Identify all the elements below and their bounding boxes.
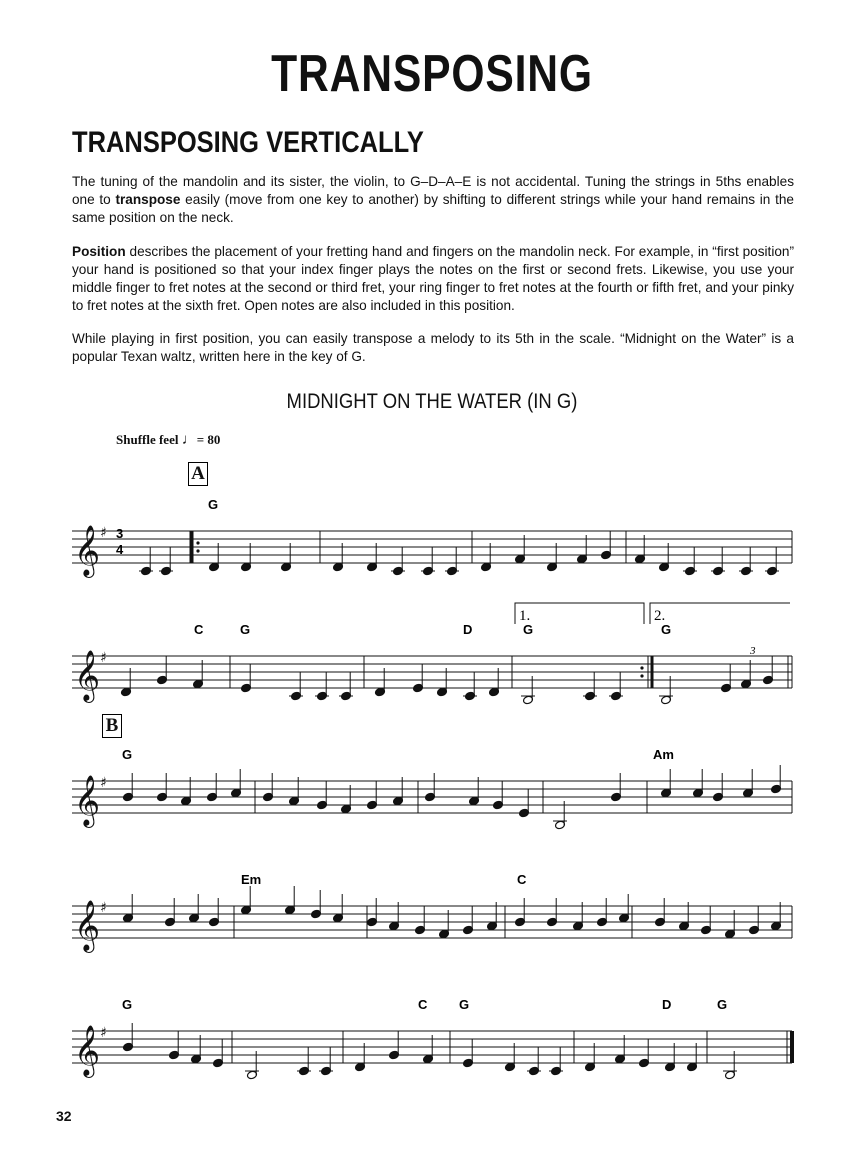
chord-symbol: G [122,997,133,1012]
sharp-icon: ♯ [100,1025,107,1041]
song-title: MIDNIGHT ON THE WATER (IN G) [286,390,578,413]
time-signature-top: 3 [116,526,124,541]
chord-symbol: G [122,747,133,762]
transpose-term: transpose [115,192,181,207]
paragraph-tuning: The tuning of the mandolin and its sister, the violin, to G–D–A–E is not accidental. Tuning the strings in 5ths enables one to transpose easily (move from one key to another) by shifting to different strings while your hand remains in the same position on the neck. [72,174,794,225]
tempo-marking: Shuffle feel ♩= 80 [116,432,221,448]
chord-symbol: G [717,997,728,1012]
repeat-dot [640,666,643,669]
rehearsal-mark-a: A [188,462,208,486]
treble-clef-icon: 𝄞 [74,775,101,826]
chord-symbol: Am [653,747,674,762]
page-title: TRANSPOSING [271,45,593,103]
repeat-dot [196,541,199,544]
sharp-icon: ♯ [100,650,107,666]
chord-symbol: G [459,997,470,1012]
section-title: TRANSPOSING VERTICALLY [72,126,424,159]
chord-symbol: Em [241,872,262,887]
sharp-icon: ♯ [100,775,107,791]
repeat-dot [640,674,643,677]
chord-symbol: C [418,997,428,1012]
chord-symbol: C [194,622,204,637]
treble-clef-icon: 𝄞 [74,900,101,951]
sharp-icon: ♯ [100,525,107,541]
treble-clef-icon: 𝄞 [74,1025,101,1076]
chord-symbol: G [208,497,219,512]
quarter-note-icon: ♩ [181,432,197,448]
chord-symbol: G [523,622,534,637]
chord-symbol: G [661,622,672,637]
page-number: 32 [56,1108,72,1124]
volta-2: 2. [654,608,666,624]
triplet-mark: 3 [750,645,756,657]
paragraph-transpose-melody: While playing in first position, you can easily transpose a melody to its 5th in the scale. “Midnight on the Water” is a popular Texan waltz, written here in the key of G. [72,331,794,364]
chord-symbol: D [463,622,473,637]
rehearsal-mark-b: B [102,714,122,738]
treble-clef-icon: 𝄞 [74,525,101,576]
paragraph-position: Position describes the placement of your fretting hand and fingers on the mandolin neck. For example, in “first position” your hand is positioned so that your index finger plays the notes on the first or second frets. Likewise, you use your middle finger to fret notes at the second or third fret, your ring finger to fret notes at the fourth or fifth fret, and your pinky to fret notes at the sixth fret. Open notes are also included in this position. [72,244,794,313]
position-term: Position [72,244,126,259]
chord-symbol: D [662,997,672,1012]
chord-symbol: G [240,622,251,637]
volta-1: 1. [519,608,531,624]
repeat-dot [196,549,199,552]
time-signature-bottom: 4 [116,542,124,557]
sharp-icon: ♯ [100,900,107,916]
chord-symbol: C [517,872,527,887]
treble-clef-icon: 𝄞 [74,650,101,701]
